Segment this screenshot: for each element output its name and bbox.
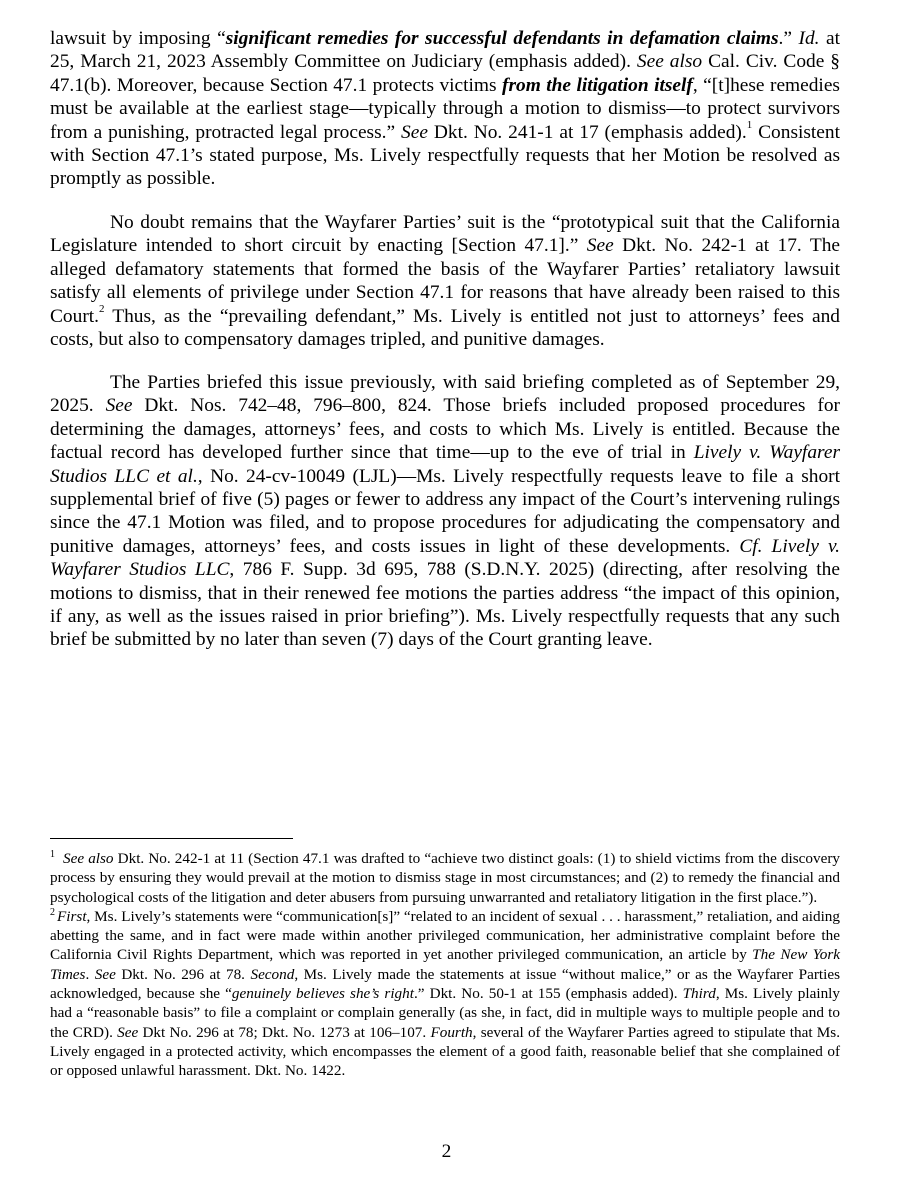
text-run: Cf. Lively v. Wayfarer Studios LLC (50, 535, 840, 581)
text-run: Dkt No. 296 at 78; Dkt. No. 1273 at 106–107. (138, 1023, 431, 1041)
text-run: Dkt. No. 242-1 at 11 (Section 47.1 was drafted to “achieve two distinct goals: (1) to shield victims from the discovery process by ensuring they would prevail at the motion to dismiss stage in most circumstances; and (2) to remedy the financial and psychological costs of the litigation and deter abusers from pursuing unwarranted and retaliatory litigation in the first place.”). (50, 850, 840, 906)
text-run: The New York Times (50, 946, 840, 983)
text-run: , No. 24-cv-10049 (LJL)—Ms. Lively respectfully requests leave to file a short supplemental brief of five (5) pages or fewer to address any impact of the Court’s intervening rulings since the 47.1 Motion was filed, and to propose procedures for adjudicating the compensatory and punitive damages, attorneys’ fees, and costs issues in light of these developments. (50, 465, 840, 557)
text-run: , Ms. Lively plainly had a “reasonable basis” to file a complaint or complain generally (as she, in fact, did in multiple ways to multiple people and to the CRD). (50, 985, 840, 1041)
text-run: Dkt. No. 242-1 at 17. The alleged defamatory statements that formed the basis of the Wayfarer Parties’ retaliatory lawsuit satisfy all elements of privilege under Section 47.1 for reasons that have already been raised to this Court. (50, 235, 840, 327)
body-paragraph (50, 27, 840, 191)
text-run: Thus, as the “prevailing defendant,” Ms. Lively is entitled not just to attorneys’ fees and costs, but also to compensatory damages tripled, and punitive damages. (50, 305, 840, 351)
text-run: Consistent with Section 47.1’s stated purpose, Ms. Lively respectfully requests that her Motion be resolved as promptly as possible. (50, 121, 840, 190)
text-run: Id. (798, 28, 820, 49)
text-run: , 786 F. Supp. 3d 695, 788 (S.D.N.Y. 2025) (directing, after resolving the motions to dismiss, that in their renewed fee motions the parties address “the impact of this opinion, if any, as well as the issues raised in prior briefing”). Ms. Lively respectfully requests that any such brief be submitted by no later than seven (7) days of the Court granting leave. (50, 559, 840, 651)
text-run: Dkt. No. 241-1 at 17 (emphasis added). (427, 121, 747, 143)
footnote-reference: 1 (746, 118, 753, 131)
text-run: genuinely believes she’s right (231, 985, 414, 1003)
text-run: significant remedies for successful defendants in defamation claims (225, 28, 779, 49)
text-run: .” (778, 28, 799, 49)
footnote-number: 2 (50, 906, 55, 918)
text-run: See (586, 235, 614, 257)
text-run: See (401, 121, 428, 143)
footnote-divider (50, 838, 293, 839)
text-run: Second (250, 965, 295, 983)
footnote-reference: 2 (99, 302, 105, 315)
text-run: See also (636, 51, 703, 73)
footnotes (50, 849, 840, 1081)
text-run: Lively v. Wayfarer Studios LLC et al. (50, 442, 840, 487)
text-run: First (57, 907, 87, 925)
text-run: , Ms. Lively made the statements at issue “without malice,” or as the Wayfarer Parties acknowledged, because she “ (50, 965, 840, 1003)
text-run: , “[t]hese remedies must be available at the earliest stage—typically through a motion to dismiss—to protect survivors from a punishing, protracted legal process.” (50, 74, 840, 143)
footnote (50, 907, 840, 1081)
page-number: 2 (441, 1141, 452, 1162)
text-run: Fourth (430, 1023, 473, 1041)
text-run: , several of the Wayfarer Parties agreed to stipulate that Ms. Lively engaged in a protected activity, which encompasses the element of a good faith, reasonable belief that she complained of or opposed unlawful harassment. Dkt. No. 1422. (50, 1023, 841, 1080)
text-run: .” Dkt. No. 50-1 at 155 (emphasis added). (413, 985, 683, 1003)
text-run: See (105, 395, 133, 417)
text-run: See (94, 965, 116, 983)
body-paragraph (50, 371, 840, 652)
text-run: No doubt remains that the Wayfarer Parties’ suit is the “prototypical suit that the California Legislature intended to short circuit by enacting [Section 47.1].” (50, 212, 840, 257)
text-run: See (117, 1023, 139, 1041)
footnote (50, 849, 840, 907)
text-run: , Ms. Lively’s statements were “communication[s]” “related to an incident of sexual . . . harassment,” retaliation, and aiding abetting the same, and in fact were made within another privileged communication, her administrative complaint before the California Civil Rights Department, which was reported in yet another privileged communication, an article by (50, 907, 840, 964)
text-run: Dkt. Nos. 742–48, 796–800, 824. Those briefs included proposed procedures for determining the damages, attorneys’ fees, and costs to which Ms. Lively is entitled. Because the factual record has developed further since that time—up to the eve of trial in (50, 395, 841, 464)
text-run: . (85, 965, 95, 983)
text-run: at 25, March 21, 2023 Assembly Committee on Judiciary (emphasis added). (50, 28, 840, 73)
text-run: See also (63, 850, 114, 867)
text-run: Cal. Civ. Code § 47.1(b). Moreover, because Section 47.1 protects victims (50, 51, 840, 96)
text-run: Dkt. No. 296 at 78. (115, 965, 251, 983)
footnote-number: 1 (50, 849, 55, 860)
text-run: Third (682, 985, 716, 1003)
text-run: from the litigation itself (502, 74, 693, 96)
text-run: lawsuit by imposing “ (50, 28, 226, 49)
text-run: The Parties briefed this issue previously, with said briefing completed as of September 29, 2025. (50, 372, 840, 417)
body-paragraph (50, 211, 840, 351)
